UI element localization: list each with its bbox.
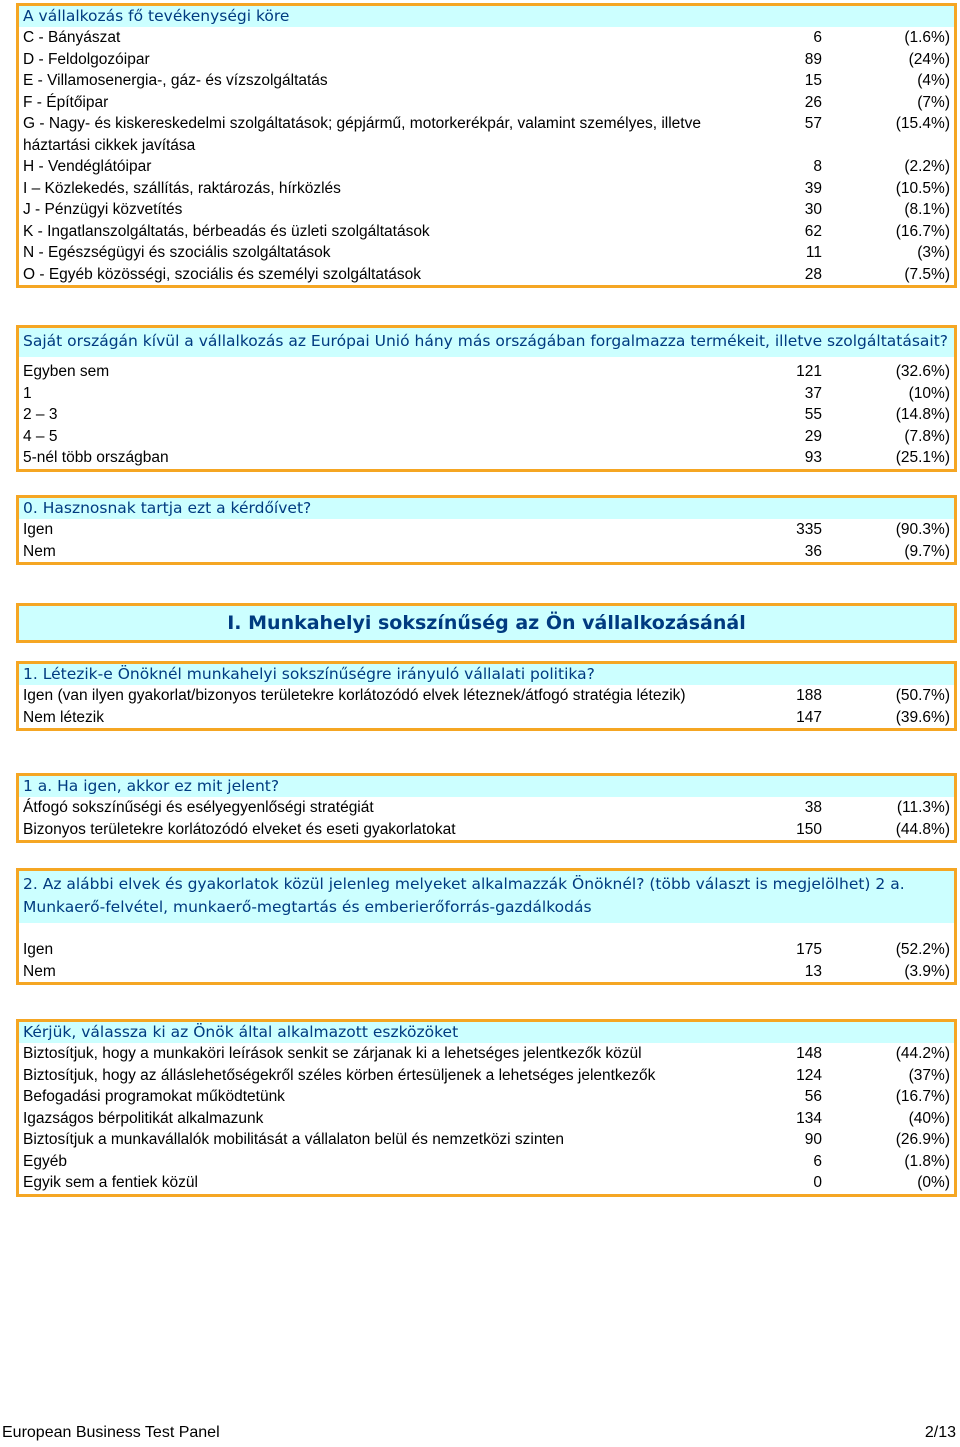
row-count: 175 (796, 941, 822, 958)
row-list (19, 357, 954, 469)
table-row (19, 1043, 954, 1065)
row-count: 150 (796, 820, 822, 838)
row-count: 62 (804, 222, 822, 240)
row-percent: (3.9%) (904, 962, 950, 980)
section-header: 0. Hasznosnak tartja ezt a kérdőívet? (19, 498, 954, 519)
row-list (19, 685, 954, 728)
row-count: 36 (804, 542, 822, 560)
row-count: 124 (796, 1066, 822, 1084)
row-label: 4 – 5 (23, 427, 58, 445)
table-row (19, 541, 954, 563)
row-label: Nem létezik (23, 708, 104, 726)
row-percent: (90.3%) (895, 521, 950, 538)
row-percent: (16.7%) (895, 1088, 950, 1105)
row-label: O - Egyéb közösségi, szociális és személyi szolgáltatások (23, 265, 421, 283)
row-count: 148 (796, 1045, 822, 1062)
row-label: Igen (van ilyen gyakorlat/bizonyos területekre korlátozódó elvek léteznek/átfogó stratégia létezik) (23, 687, 686, 704)
row-count: 57 (804, 115, 822, 132)
row-label: Igazságos bérpolitikát alkalmazunk (23, 1109, 264, 1127)
row-percent: (1.6%) (904, 29, 950, 46)
row-count: 121 (796, 363, 822, 380)
row-label: Nem (23, 542, 56, 560)
row-list (19, 923, 954, 982)
row-label: G - Nagy- és kiskereskedelmi szolgáltatások; gépjármű, motorkerékpár, valamint személyes, illetve háztartási cikkek javítása (23, 115, 701, 154)
row-percent: (14.8%) (895, 406, 950, 423)
row-count: 13 (804, 962, 822, 980)
section-policy (16, 661, 957, 731)
row-label: N - Egészségügyi és szociális szolgáltatások (23, 244, 331, 261)
row-percent: (39.6%) (895, 708, 950, 726)
row-percent: (32.6%) (895, 363, 950, 380)
row-percent: (52.2%) (895, 941, 950, 958)
table-row (19, 361, 954, 383)
row-count: 0 (813, 1174, 822, 1191)
footer-page: 2/13 (924, 1424, 956, 1441)
row-percent: (44.8%) (895, 820, 950, 838)
row-label: Egyéb (23, 1152, 67, 1170)
row-percent: (11.3%) (896, 799, 950, 816)
section-header: A vállalkozás fő tevékenységi köre (19, 6, 954, 27)
row-count: 30 (804, 201, 822, 218)
table-row (19, 70, 954, 92)
row-percent: (10.5%) (895, 179, 950, 197)
row-label: Biztosítjuk, hogy az álláslehetőségekről széles körben értesüljenek a lehetséges jelentkezők (23, 1066, 656, 1084)
row-percent: (8.1%) (904, 201, 950, 218)
row-list (19, 519, 954, 562)
table-row (19, 939, 954, 961)
row-label: Egyben sem (23, 363, 110, 380)
section-header: Kérjük, válassza ki az Önök által alkalmazott eszközöket (19, 1022, 954, 1043)
row-label: Egyik sem a fentiek közül (23, 1174, 198, 1191)
row-count: 8 (813, 158, 822, 175)
row-count: 335 (796, 521, 822, 538)
section-main-activity (16, 3, 957, 288)
row-count: 6 (813, 29, 822, 46)
table-row (19, 27, 954, 49)
row-count: 11 (805, 244, 822, 261)
row-label: K - Ingatlanszolgáltatás, bérbeadás és üzleti szolgáltatások (23, 222, 430, 240)
section-header: Saját országán kívül a vállalkozás az Európai Unió hány más országában forgalmazza termékeit, illetve szolgáltatásait? (19, 328, 954, 357)
section-useful (16, 495, 957, 565)
row-label: 2 – 3 (23, 406, 58, 423)
table-row (19, 199, 954, 221)
row-percent: (25.1%) (895, 449, 950, 466)
row-label: Bizonyos területekre korlátozódó elveket és eseti gyakorlatokat (23, 820, 456, 838)
row-percent: (24%) (908, 50, 950, 68)
row-percent: (7.5%) (904, 265, 950, 283)
row-list (19, 27, 954, 285)
row-label: Átfogó sokszínűségi és esélyegyenlőségi stratégiát (23, 799, 374, 816)
row-percent: (0%) (917, 1174, 950, 1191)
table-row (19, 961, 954, 983)
chapter-title: I. Munkahelyi sokszínűség az Ön vállalkozásánál (19, 606, 954, 640)
table-row (19, 1065, 954, 1087)
row-label: Biztosítjuk a munkavállalók mobilitását a vállalaton belül és nemzetközi szinten (23, 1131, 565, 1148)
row-label: Igen (23, 521, 54, 538)
row-count: 26 (804, 93, 822, 111)
row-label: 5-nél több országban (23, 449, 169, 466)
table-row (19, 178, 954, 200)
table-row (19, 242, 954, 264)
row-count: 90 (804, 1131, 822, 1148)
row-label: Nem (23, 962, 56, 980)
row-label: H - Vendéglátóipar (23, 158, 152, 175)
row-percent: (15.4%) (895, 115, 950, 132)
row-percent: (26.9%) (895, 1131, 950, 1148)
row-label: I – Közlekedés, szállítás, raktározás, hírközlés (23, 179, 341, 197)
table-row (19, 49, 954, 71)
table-row (19, 685, 954, 707)
row-count: 89 (804, 50, 822, 68)
row-percent: (7.8%) (904, 427, 950, 445)
row-percent: (16.7%) (895, 222, 950, 240)
row-count: 188 (796, 687, 822, 704)
row-label: C - Bányászat (23, 29, 121, 46)
row-label: Biztosítjuk, hogy a munkaköri leírások senkit se zárjanak ki a lehetséges jelentkezők közül (23, 1045, 642, 1062)
row-list (19, 1043, 954, 1194)
row-label: 1 (23, 384, 32, 402)
section-tools (16, 1019, 957, 1197)
table-row (19, 404, 954, 426)
row-percent: (40%) (908, 1109, 950, 1127)
chapter-title-box (16, 603, 957, 643)
row-percent: (50.7%) (895, 687, 950, 704)
table-row (19, 1108, 954, 1130)
table-row (19, 1086, 954, 1108)
table-row (19, 707, 954, 729)
table-row (19, 797, 954, 819)
row-count: 55 (804, 406, 822, 423)
row-percent: (4%) (917, 72, 950, 89)
row-percent: (37%) (908, 1066, 950, 1084)
row-list (19, 797, 954, 840)
row-count: 28 (804, 265, 822, 283)
row-count: 15 (804, 72, 822, 89)
table-row (19, 221, 954, 243)
table-row (19, 1151, 954, 1173)
section-header: 1. Létezik-e Önöknél munkahelyi sokszínűségre irányuló vállalati politika? (19, 664, 954, 685)
row-count: 93 (804, 449, 822, 466)
row-label: E - Villamosenergia-, gáz- és vízszolgáltatás (23, 72, 328, 89)
row-percent: (7%) (917, 93, 950, 111)
table-row (19, 264, 954, 286)
table-row (19, 519, 954, 541)
row-count: 147 (796, 708, 822, 726)
section-eu-countries (16, 325, 957, 472)
row-count: 56 (804, 1088, 822, 1105)
table-row (19, 1129, 954, 1151)
table-row (19, 113, 954, 156)
row-label: Igen (23, 941, 54, 958)
section-header: 2. Az alábbi elvek és gyakorlatok közül jelenleg melyeket alkalmazzák Önöknél? (több választ is megjelölhet) 2 a. Munkaerő-felvétel, munkaerő-megtartás és emberierőforrás-gazdálkodás (19, 871, 954, 923)
row-percent: (44.2%) (895, 1045, 950, 1062)
section-header: 1 a. Ha igen, akkor ez mit jelent? (19, 776, 954, 797)
row-count: 39 (804, 179, 822, 197)
table-row (19, 819, 954, 841)
row-label: J - Pénzügyi közvetítés (23, 201, 183, 218)
table-row (19, 92, 954, 114)
row-percent: (9.7%) (904, 542, 950, 560)
row-percent: (1.8%) (904, 1152, 950, 1170)
table-row (19, 383, 954, 405)
section-if-yes (16, 773, 957, 843)
row-percent: (10%) (908, 384, 950, 402)
table-row (19, 1172, 954, 1194)
footer-left: European Business Test Panel (2, 1424, 220, 1441)
table-row (19, 447, 954, 469)
row-count: 134 (796, 1109, 822, 1127)
row-count: 29 (804, 427, 822, 445)
row-count: 38 (804, 799, 822, 816)
row-label: Befogadási programokat működtetünk (23, 1088, 285, 1105)
table-row (19, 156, 954, 178)
row-label: D - Feldolgozóipar (23, 50, 150, 68)
row-count: 6 (813, 1152, 822, 1170)
section-principles (16, 868, 957, 985)
row-label: F - Építőipar (23, 93, 109, 111)
table-row (19, 426, 954, 448)
row-percent: (3%) (917, 244, 950, 261)
row-percent: (2.2%) (904, 158, 950, 175)
row-count: 37 (804, 384, 822, 402)
